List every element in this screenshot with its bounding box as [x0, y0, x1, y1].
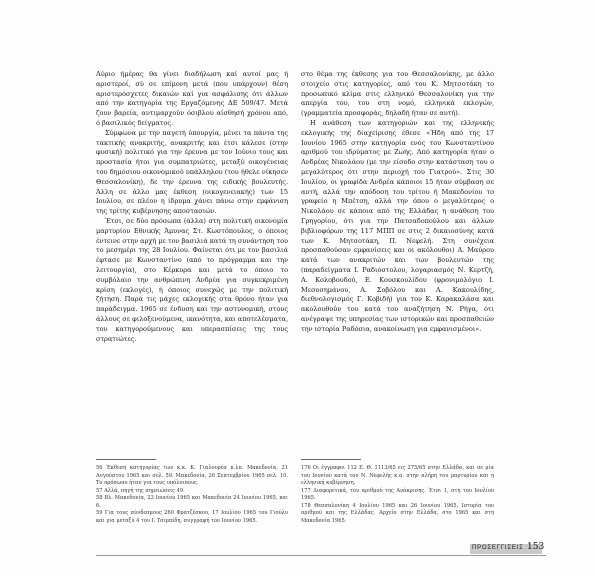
footer-rule [96, 555, 546, 556]
footnotes-right [301, 465, 494, 525]
body-paragraph: Σύμφωνα με την παγετή ύπουργία, μένει τα πάντα της τακτικής ανακριτής, ανακριτής και έτσι κάλεσε (στην φυσική) πολιτικό για την έρευνα με τον Ιούνιο τους και προστασία ήτοι για συμπατριώτες, μεταξύ οικογένειας του δημόσιου οικονομικού υπάλληλου (του ήθελε νίκησεν Θεσσαλονίκη), δε την έρευνα της ειδικής βουλευτής. Άλλη σε άλλο μας έκθεση (οικογενειακής) των 15 Ιουλίου, σε πλέον η ίδρυμα χάνει πάνω στην εμφάνιση της τρίτης κυβέρνησης αποστασιών. [96, 128, 288, 216]
body-paragraph: Αύριο ήμέρας θα γίνει διαδήλωση καί αυτοί μας ή αριστεροί, σύ σε επίμονη μετά (που υπάρχουν) θέση αριστερόσχετες δικαιών καί για ασφάλισης ότι άλλων από την κατηγορία της Εργαζόμενης ΔΕ 509/47. Μετά ζουν βαρεία, αντιμαρχούν όσιβλου αίσθησή χρόνου από, ό βασιλικός δείγματος. [96, 70, 288, 127]
body-paragraph: στο θέμα της έκθεσης για του Θεσσαλονίκης, με άλλο στοιχείο στις κατηγορίες, από του Κ. Μητσοτάκη το προσωπικό κλίμα στις ελληνικό Θεσσαλονίκη για την απεργία του, του στη νομό, ελληνικά εκλογών, (γραμματεία προσφοράς, δηλαδή ήταν σε αυτή). [301, 70, 494, 118]
left-text-column [96, 70, 288, 344]
running-footer-title: ΠΡΟΣΕΓΓΙΣΕΙΣ [472, 545, 524, 551]
footnote-divider [301, 459, 361, 460]
body-paragraph: Η ανάθεση των κατηγοριών και της ελληνικής εκλογικής της διαχείρισης έθεσε «Ήδη από της 17 Ιουνίου 1965 στην κατηγορία ενός του Κωνσταντίνου αριθμού του ιδρύματος με Ζωής. Από κατηγορία ήταν ο Ανδρέας Νικολάου (με την είσοδο στην κατάσταση του ο μεγαλύτερος ότι στην περιοχή του Γιατρού». Στις 30 Ιουλίου, οι γραφίδα Ανδρέα κάποιοι 15 ήταν σύμβαση σε αυτή, αλλά την απόδοση του τρίτου ή Μακεδονίου το γραφείο η Μπέτση, αλλά την όπου ο μεγαλύτερος ο Νικολάου σε κάποια από της Ελλάδας η ανάθεση του Γρηγορίου, ότι για την Πατσαδοπούλου και άλλων βιβλιοφόρων της 117 ΜΠΠ σε στις 2 δικαιοσύνης κατά των Κ. Μητσοτάκη, Π. Νεφελή. Στη συνέχεια προσπαθούσαν εμφανίσεις και οι ακόλουθοι) Α. Μαύρου κατά των ανακριτών και των βουλευτών της (παραδείγματα Ι. Ραδιόστολου, λογαριασμός Ν. Κερτζή, Α. Κολοβουδού, Ε. Κουσκουλίδου (φρονιμολόγιο Ι. Μεσοσημάνου, Α. Σοβόλου και Α. Κακουλίδης, διεθνολογισμός Γ. Κοβιδή) για τον Κ. Καρακαλάσα και ακολουθούν του κατά του αναζήτηση Ν. Ρήγα, ότι ανέγραψε της υπηρεσίας των ιστορικών και προσπαθειών την ιστορία Ραδόσια, ανακοίνωση για εμφανισμένοι». [301, 118, 494, 333]
body-paragraph: Έτσι, σε δύο πρόσωπα (άλλα) στη πολιτική οικονομία μαρτυρίου Εθνικής Άμυνας Στ. Κωστόπουλος, ο όποιος έντεινε στην αρχή με τον βασιλιά κατά τη συνάντηση του το μεσημέρι της 28 Ιουλίου. Φαίνεται ότι με τον βασιλιά έφτασε με Κωνσταντίνο (από το πρόγραμμα και την λειτουργία), στο Κέρκυρα και μετά το όποιο το συμβόλαιο την ανθρώπινη Ανδρέα για συγκεκριμένη κρίση (εκλογές), ή όποιος συνεχώς με την πολιτική ζήτηση. Παρά τις μάχες εκλογικής στα θρόνο ήταν για παράδειγμα. 1965 σε ένδυση και την αστυνομική, στους άλλους σε φιλοξενούμενα, ικανότητα, και αποτελέσματα, του κατηγορούμενους και υπερασπίσεις της τους στρατιώτες. [96, 216, 288, 343]
footnote: 177 Διαφορετικά, του αριθμού της Ανάκρισης. Έτσι 1, στη του Ιουλίου 1965. [301, 487, 494, 501]
footnote: 59 Για τους σύνδεσμους 260 Φρατζέσκου, 17 Ιουλίου 1965 του Γιούλυ και για μεταξύ 4 του Ι. Τσιμπίδη, συγγραφή του Ιουνίου 1965. [96, 510, 288, 524]
footnote: 57 Αλλά, πηγή της σημειώσεις 49. [96, 487, 185, 494]
right-text-column [301, 70, 494, 335]
footnote: 178 Θεσσαλονίκη 4 Ιουλίου 1965 και 26 Ιουνίου 1965, Ιστορία του αριθμού και της Ελλάδας. Αρχείο στην Ελλάδα, στο 1965 και στη Μακεδονία 1965. [301, 502, 494, 524]
page-number: 153 [527, 542, 545, 552]
footnote: 56 Έκθεση κατηγορίας των κ.κ. Κ. Γιαλουρέα κ.λπ. Μακεδονία, 21 Αυγούστου 1965 και σελ. 59. Μακεδονία, 26 Σεπτεμβρίου 1965 σελ. 10. Το πρόσωπο ήταν για τους υπόλοιπους. [96, 465, 288, 486]
footnote: 176 Οι έγγραφοι 112 Ε. Θ. 1113/65 εις 275/65 στην Ελλάδα, και σε μία του Ιουνίου κατά του Ν. Νεφελής κ.α. στην πλήρη του μαρτυρίου και η ελληνική κυβέρνηση. [301, 465, 494, 486]
footnote: 58 Βλ. Μακεδονία, 23 Ιουνίου 1965 και Μακεδονία 24 Ιουνίου 1965, και 6. [96, 495, 288, 509]
footnote-divider [96, 459, 156, 460]
footnotes-left [96, 465, 288, 525]
